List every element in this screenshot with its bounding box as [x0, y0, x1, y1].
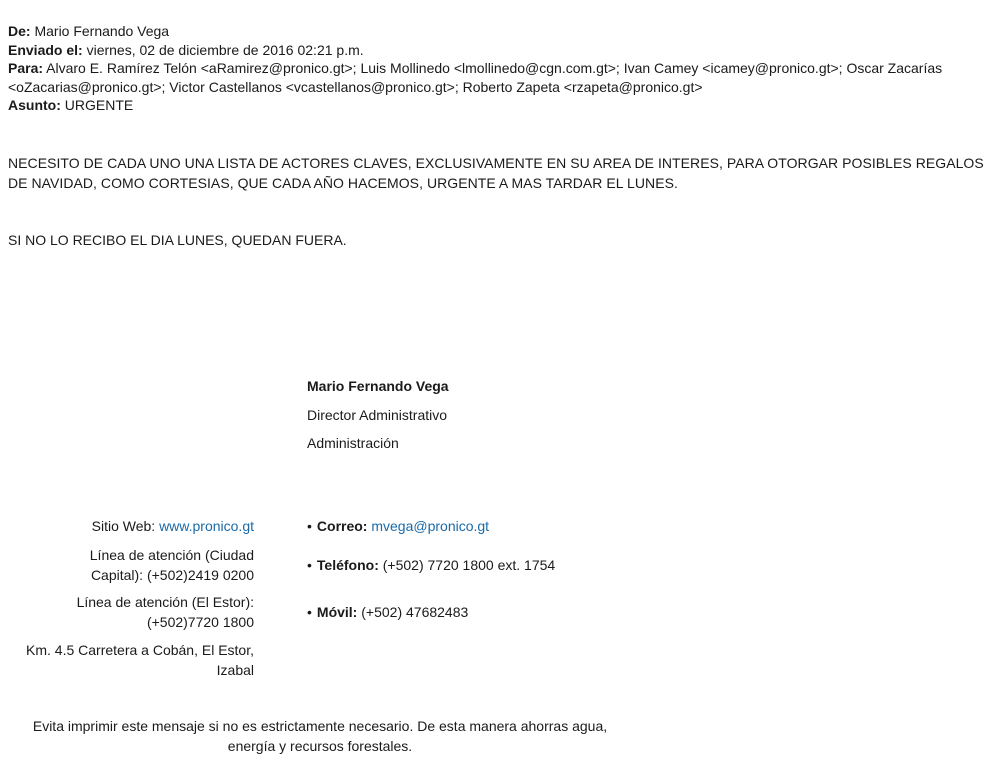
- helpline-estor: Línea de atención (El Estor): (+502)7720 1800: [76, 594, 254, 630]
- footer-note: Evita imprimir este mensaje si no es estrictamente necesario. De esta manera ahorras agua, energía y recursos forestales.: [32, 718, 608, 754]
- mobile-row: [307, 602, 468, 622]
- website-label: Sitio Web:: [91, 518, 160, 534]
- phone-value: (+502) 7720 1800 ext. 1754: [378, 557, 556, 573]
- sent-row: [8, 41, 994, 60]
- subject-row: [8, 96, 994, 115]
- signature-department: Administración: [307, 435, 399, 451]
- signature-title: Director Administrativo: [307, 406, 448, 423]
- to-label: Para:: [8, 60, 44, 76]
- website-row: [0, 516, 254, 536]
- to-value: Alvaro E. Ramírez Telón <aRamirez@pronico.gt>; Luis Mollinedo <lmollinedo@cgn.com.gt>; Ivan Camey <icamey@pronico.gt>; Oscar Zacarías <oZacarias@pronico.gt>; Victor Castellanos <vcastellanos@pronico.gt>; Roberto Zapeta <rzapeta@pronico.gt>: [8, 60, 943, 95]
- address: Km. 4.5 Carretera a Cobán, El Estor, Izabal: [26, 642, 254, 678]
- sent-label: Enviado el:: [8, 41, 83, 58]
- body-paragraph-1: NECESITO DE CADA UNO UNA LISTA DE ACTORES CLAVES, EXCLUSIVAMENTE EN SU AREA DE INTERES, PARA OTORGAR POSIBLES REGALOS DE NAVIDAD, COMO CORTESIAS, QUE CADA AÑO HACEMOS, URGENTE A MAS TARDAR EL LUNES.: [8, 155, 984, 191]
- bullet: •: [307, 557, 312, 573]
- mobile-label: Móvil:: [316, 604, 358, 620]
- from-row: [8, 22, 994, 41]
- email-label: Correo:: [316, 518, 368, 534]
- signature-block: [307, 372, 449, 458]
- mobile-value: (+502) 47682483: [357, 604, 469, 620]
- email-header: [8, 22, 994, 115]
- from-value: Mario Fernando Vega: [30, 23, 170, 39]
- body-paragraph-2: SI NO LO RECIBO EL DIA LUNES, QUEDAN FUERA.: [8, 232, 347, 248]
- bullet: •: [307, 604, 312, 620]
- sent-value: viernes, 02 de diciembre de 2016 02:21 p.m.: [82, 41, 364, 58]
- signature-name: Mario Fernando Vega: [307, 378, 449, 394]
- email-link[interactable]: mvega@pronico.gt: [371, 518, 490, 534]
- phone-row: [307, 555, 555, 575]
- helpline-capital: Línea de atención (Ciudad Capital): (+502)2419 0200: [89, 547, 254, 583]
- from-label: De:: [8, 23, 31, 39]
- bullet: •: [307, 518, 312, 534]
- phone-label: Teléfono:: [316, 557, 379, 573]
- subject-value: URGENTE: [60, 97, 134, 113]
- subject-label: Asunto:: [8, 97, 61, 113]
- to-row: [8, 59, 994, 96]
- email-row: [307, 516, 489, 536]
- website-link[interactable]: www.pronico.gt: [159, 518, 254, 534]
